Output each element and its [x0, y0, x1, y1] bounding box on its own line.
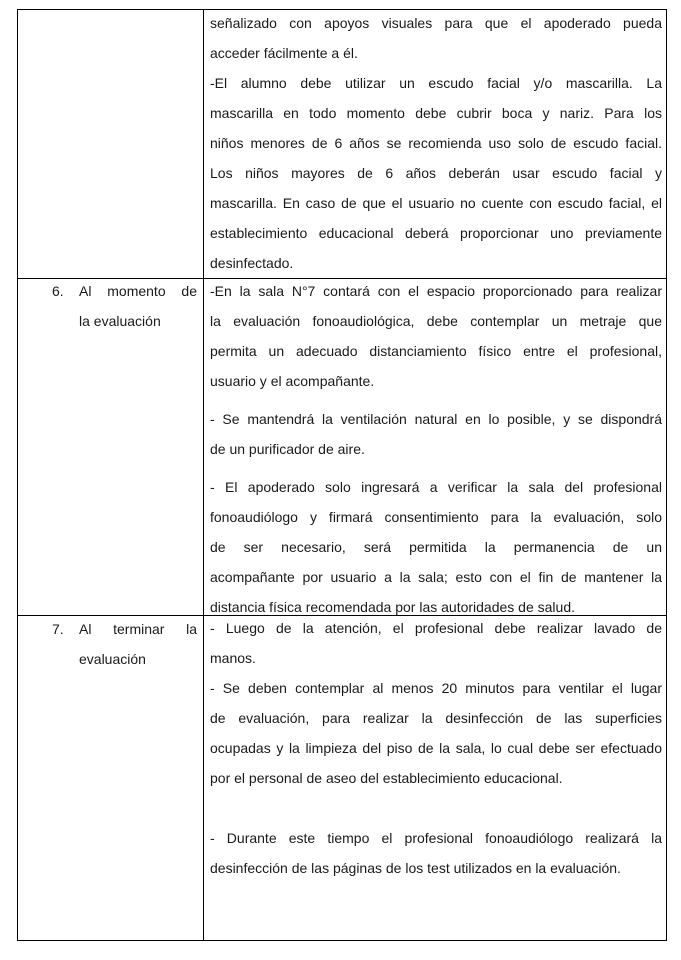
text-line: - Se deben contemplar al menos 20 minutos para ventilar el lugar: [210, 680, 662, 696]
label-line: Al terminar la: [79, 621, 197, 637]
text-line: mascarilla en todo momento debe cubrir boca y nariz. Para los: [210, 105, 662, 121]
text-line: ocupadas y la limpieza del piso de la sala, lo cual debe ser efectuado: [210, 740, 662, 756]
text-line: permita un adecuado distanciamiento físico entre el profesional,: [210, 343, 662, 359]
row7-label: [79, 614, 197, 674]
text-line: desinfectado.: [210, 255, 294, 271]
row7-label-cell: [18, 614, 203, 684]
label-line: Al momento de: [79, 283, 197, 299]
row7-content: [210, 613, 662, 883]
text-line: la evaluación fonoaudiológica, debe contemplar un metraje que: [210, 313, 662, 329]
text-line: -En la sala N°7 contará con el espacio proporcionado para realizar: [210, 283, 662, 299]
text-line: acceder fácilmente a él.: [210, 45, 358, 61]
label-line: la evaluación: [79, 313, 161, 329]
text-line: - Luego de la atención, el profesional debe realizar lavado de: [210, 620, 662, 636]
text-line: señalizado con apoyos visuales para que el apoderado pueda: [210, 15, 662, 31]
row6-content: [210, 276, 662, 622]
text-line: - Durante este tiempo el profesional fonoaudiólogo realizará la: [210, 830, 662, 846]
row6-label-cell: [18, 276, 203, 346]
protocol-table: [17, 9, 667, 941]
text-line: establecimiento educacional deberá proporcionar uno previamente: [210, 225, 662, 241]
text-line: por el personal de aseo del establecimiento educacional.: [210, 770, 563, 786]
text-line: acompañante por usuario a la sala; esto con el fin de mantener la: [210, 569, 662, 585]
row6-number: 6.: [52, 283, 64, 299]
text-line: de un purificador de aire.: [210, 441, 365, 457]
text-line: Los niños mayores de 6 años deberán usar escudo facial y: [210, 165, 662, 181]
text-line: manos.: [210, 650, 256, 666]
column-divider: [203, 10, 204, 940]
text-line: distancia física recomendada por las autoridades de salud.: [210, 599, 575, 615]
row5-content: [210, 8, 662, 278]
text-line: de ser necesario, será permitida la permanencia de un: [210, 539, 662, 555]
text-line: fonoaudiólogo y firmará consentimiento para la evaluación, solo: [210, 509, 662, 525]
text-line: -El alumno debe utilizar un escudo facial y/o mascarilla. La: [210, 75, 662, 91]
row6-label: [79, 276, 197, 336]
text-line: desinfección de las páginas de los test utilizados en la evaluación.: [210, 860, 621, 876]
text-line: niños menores de 6 años se recomienda uso solo de escudo facial.: [210, 135, 662, 151]
text-line: usuario y el acompañante.: [210, 373, 375, 389]
row7-number: 7.: [52, 621, 64, 637]
text-line: - Se mantendrá la ventilación natural en lo posible, y se dispondrá: [210, 411, 662, 427]
text-line: mascarilla. En caso de que el usuario no cuente con escudo facial, el: [210, 195, 662, 211]
label-line: evaluación: [79, 651, 146, 667]
text-line: de evaluación, para realizar la desinfección de las superficies: [210, 710, 662, 726]
text-line: - El apoderado solo ingresará a verificar la sala del profesional: [210, 479, 662, 495]
